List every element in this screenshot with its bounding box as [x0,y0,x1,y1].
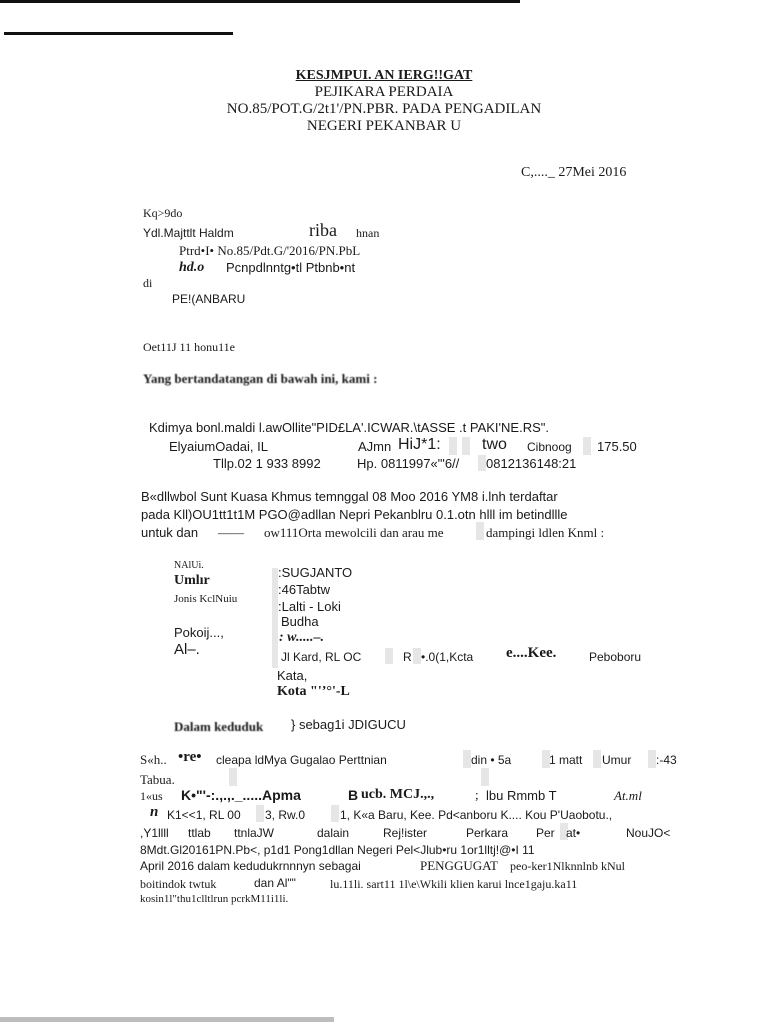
body-line-4d: 1, K«a Baru, Kee. Pd<anboru K.... Kou P'Uaobotu., [340,808,613,822]
addressee-line-2: Ptrd•I• No.85/Pdt.G/'2016/PN.PbL [179,243,361,258]
firm-line-1: Kdimya bonl.maldi l.awOllite"PID£LA'.ICWAR.\tASSE .t PAKI'NE.RS". [149,420,549,435]
scan-smudge [583,437,591,455]
addressee-line-1b: riba [309,220,337,240]
client-umur-value: :46Tabtw [278,582,331,597]
intro-statement: Yang bertandatangan di bawah ini, kami : [143,371,378,386]
body-line-2: Tabua. [140,772,175,787]
scan-smudge [413,648,421,664]
perihal: Oet11J 11 honu11e [143,340,235,354]
client-alamat-1e: Peboboru [589,650,642,664]
firm-line-2c: HiJ*1: [398,436,441,453]
body-line-5h: at• [566,826,581,840]
body-line-5f: Perkara [466,826,509,840]
body-line-1f: Umur [602,753,632,767]
client-alamat-1a: Jl Kard, RL OC [281,650,362,664]
scan-smudge [229,768,237,786]
addressee-line-1a: Ydl.Majttlt Haldm [143,226,234,240]
client-nama-label: NAlUi. [174,560,204,571]
document-title: KESJMPUI. AN IERG!!GAT [295,68,473,83]
scan-smudge [462,437,470,455]
kuasa-line-3c: ow111Orta mewolcili dan arau me [264,525,444,540]
scan-smudge [331,805,339,822]
top-rule-short [4,32,233,35]
client-alamat-label: Al–. [174,641,200,658]
kuasa-line-3a: untuk dan [141,525,199,540]
firm-line-2a: ElyaiumOadai, IL [169,439,268,454]
scan-smudge [449,437,457,455]
letter-date: C,...._ 27Mei 2016 [521,165,627,180]
body-line-3a: 1«us [140,789,163,803]
body-line-3d: ucb. MCJ.,., [361,787,435,802]
body-line-7c: peo-ker1Nlknnlnb kNul [510,859,625,873]
scan-smudge [478,455,486,471]
addressee-line-3b: Pcnpdlnntg•tl Ptbnb•nt [226,260,356,275]
client-alamat-1c: •.0(1,Kcta [421,650,474,664]
body-line-3c: B [348,787,359,803]
client-umur-label: Umlır [174,573,210,588]
addressee-city: PE!(ANBARU [172,292,246,306]
client-alamat-2: Kata, [277,668,308,683]
firm-hp-2: 0812136148:21 [486,456,577,471]
firm-line-2b: AJmn [358,439,392,454]
body-line-1d: din • 5a [471,753,512,767]
scan-smudge [593,750,601,768]
bottom-rule [0,1017,334,1022]
firm-line-2d: two [482,436,507,453]
body-line-5i: NouJO< [626,826,671,840]
firm-hp: Hp. 0811997«"'6// [357,456,460,471]
body-line-4b: K1<<1, RL 00 [167,808,241,822]
body-line-5b: ttlab [188,826,211,840]
kuasa-line-3b: —— [218,525,244,540]
scan-smudge [481,768,489,786]
scan-smudge [256,805,264,822]
kedudukan-value: } sebag1i JDIGUCU [291,717,406,732]
body-line-4c: 3, Rw.0 [265,808,306,822]
kuasa-line-3d: dampingi ldlen Knml : [486,525,605,540]
body-line-8c: lu.11li. sart11 1l\e\Wkili klien karui lnce1gaju.ka11 [330,877,578,891]
scan-smudge [463,750,471,768]
body-line-7a: April 2016 dalam kedudukrnnnyn sebagai [140,859,361,873]
client-alamat-1d: e....Kee. [506,645,557,661]
client-pekerjaan-label: Pokoij..., [174,625,224,640]
body-line-4a: n [150,804,159,820]
kedudukan-label: Dalam keduduk [174,719,264,734]
client-jenis-label: Jonis KclNuiu [174,593,238,605]
scan-smudge [385,648,393,664]
client-alamat-1b: R [403,650,412,664]
body-line-1a: S«h.. [140,752,167,767]
body-line-5g: Per [536,826,555,840]
title-line-3: NO.85/POT.G/2t1'/PN.PBR. PADA PENGADILAN [226,101,542,117]
body-line-3f: lbu Rmmb T [486,788,557,803]
firm-phone: Tllp.02 1 933 8992 [213,456,321,471]
firm-line-2f: 175.50 [597,439,637,454]
body-line-8a: boitindok twtuk [140,877,217,891]
addressee-line-1c: hnan [356,226,380,240]
body-line-5a: ,Y1llll [140,826,169,840]
scan-smudge [476,522,484,540]
body-line-1c: cleapa ldMya Gugalao Perttnian [216,753,387,767]
firm-line-2e: Cibnoog [527,440,572,454]
body-line-9: kosin1l"thu1clltlrun pcrkM11i1li. [140,893,289,905]
kuasa-line-1: B«dllwbol Sunt Kuasa Khmus temnggal 08 Moo 2016 YM8 i.lnh terdaftar [141,489,558,504]
body-line-3e: ; [475,787,479,802]
kuasa-line-2: pada Kll)OU1tt1t1M PGO@adllan Nepri Pekanblru 0.1.otn hlll im betindllle [141,507,568,522]
addressee-line-3a: hd.o [179,260,205,275]
title-line-4: NEGERI PEKANBAR U [306,118,462,134]
client-agama-value: Budha [281,614,319,629]
body-line-5e: Rej!ister [383,826,428,840]
client-alamat-3: Kota "'’°'-L [277,684,350,699]
addressee-di: di [143,276,153,290]
body-line-3g: At.ml [614,788,642,803]
body-line-5d: dalain [317,826,350,840]
body-line-5c: ttnlaJW [234,826,275,840]
body-line-1b: •re• [178,749,202,765]
body-line-7b: PENGGUGAT [420,858,498,873]
title-line-2: PEJIKARA PERDAIA [314,84,454,100]
body-line-8b: dan Al"" [254,876,296,890]
client-pekerjaan-value: : w.....–. [279,630,324,645]
top-rule-long [0,0,520,3]
body-line-1g: :-43 [656,753,677,767]
scan-smudge [648,750,656,768]
body-line-3b: K•"'-:.,.,._.....Apma [181,787,301,803]
client-nama-value: :SUGJANTO [278,565,353,580]
body-line-1e: 1 matt [549,753,583,767]
body-line-6: 8Mdt.Gl20161PN.Pb<, p1d1 Pong1dllan Negeri Pel<Jlub•ru 1or1lltj!@•I 11 [140,843,535,857]
kepada-label: Kq>9do [143,206,183,220]
client-jenis-value: :Lalti - Loki [278,599,341,614]
